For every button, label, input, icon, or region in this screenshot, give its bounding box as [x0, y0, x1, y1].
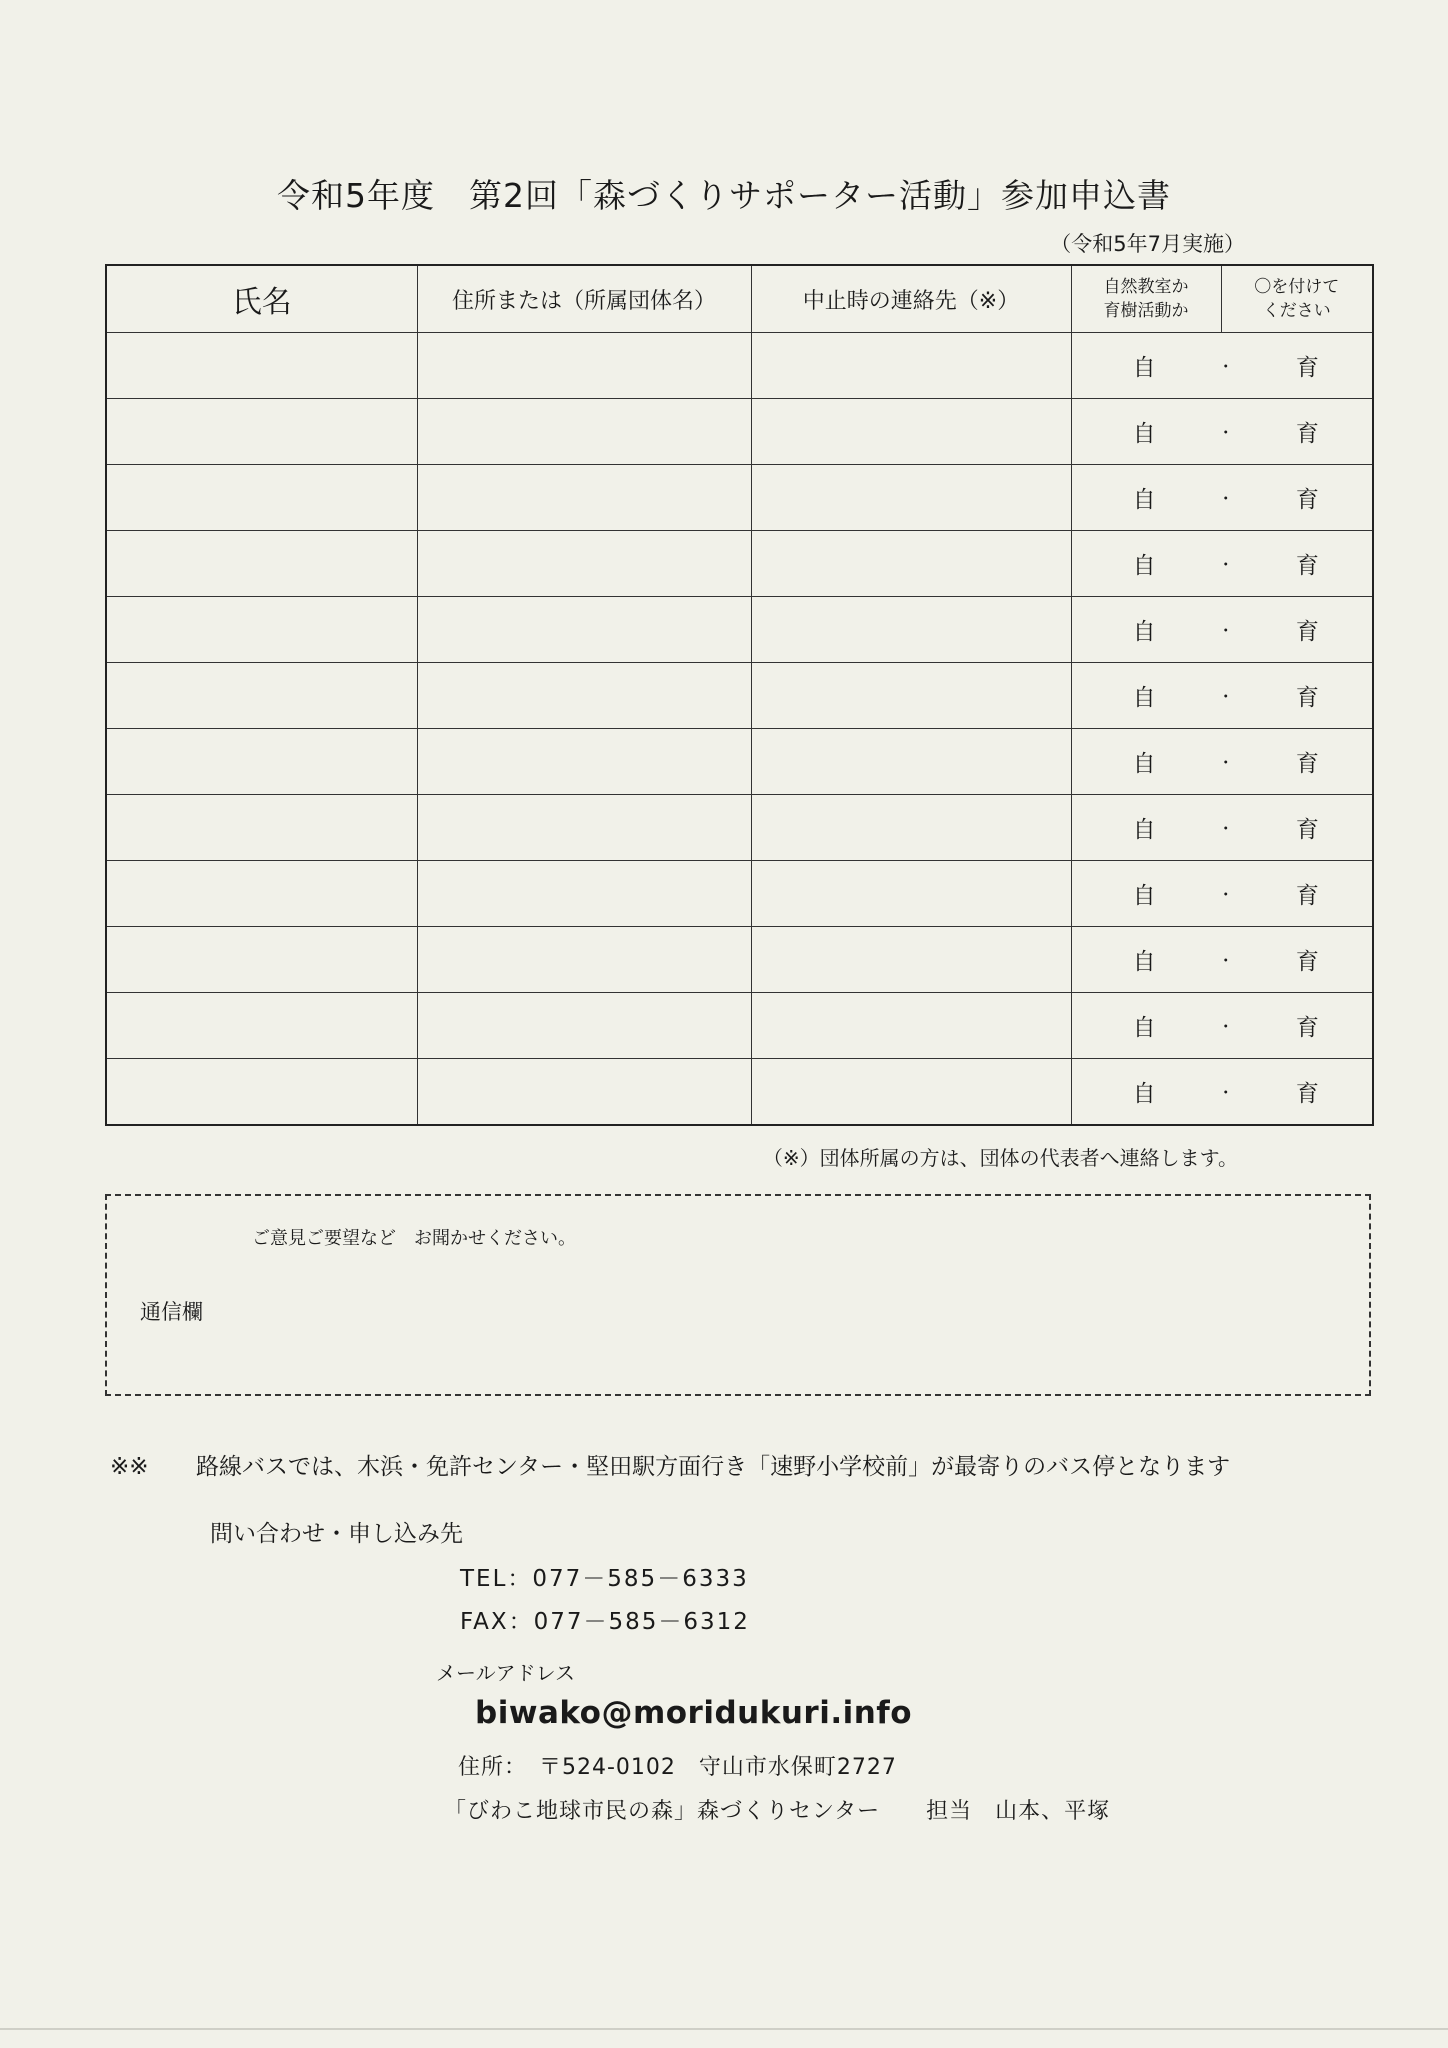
choice-separator: ・	[1217, 819, 1234, 838]
name-cell[interactable]	[106, 663, 417, 729]
contact-tel: TEL：077－585－6333	[460, 1566, 749, 1592]
table-row	[106, 531, 1373, 597]
activity-choice-cell[interactable]	[1071, 993, 1373, 1059]
address-cell[interactable]	[417, 795, 751, 861]
activity-choice	[1072, 415, 1373, 448]
activity-choice-cell[interactable]	[1071, 663, 1373, 729]
contact-center: 「びわこ地球市民の森」森づくりセンター 担当 山本、平塚	[444, 1799, 1111, 1824]
header-activity-line1: 自然教室か	[1103, 277, 1189, 297]
choice-tree-care: 育	[1295, 421, 1319, 447]
address-cell[interactable]	[417, 729, 751, 795]
address-cell[interactable]	[417, 993, 751, 1059]
contact-mail-label: メールアドレス	[436, 1661, 575, 1685]
choice-tree-care: 育	[1295, 553, 1319, 579]
address-cell[interactable]	[417, 861, 751, 927]
contact-cell[interactable]	[751, 531, 1071, 597]
address-cell[interactable]	[417, 333, 751, 399]
contact-cell[interactable]	[751, 465, 1071, 531]
address-cell[interactable]	[417, 597, 751, 663]
page-title: 令和5年度 第2回「森づくりサポーター活動」参加申込書	[277, 176, 1171, 215]
choice-separator: ・	[1217, 951, 1234, 970]
activity-choice	[1072, 613, 1373, 646]
contact-cell[interactable]	[751, 399, 1071, 465]
choice-nature-class: 自	[1132, 817, 1156, 843]
activity-choice	[1072, 1009, 1373, 1042]
comment-label: 通信欄	[140, 1300, 203, 1324]
address-cell[interactable]	[417, 1059, 751, 1126]
activity-choice-cell[interactable]	[1071, 465, 1373, 531]
header-activity-line2: 育樹活動か	[1103, 301, 1189, 321]
contact-cell[interactable]	[751, 927, 1071, 993]
application-table	[105, 264, 1374, 1126]
address-cell[interactable]	[417, 399, 751, 465]
contact-cell[interactable]	[751, 861, 1071, 927]
choice-tree-care: 育	[1295, 1015, 1319, 1041]
table-row	[106, 333, 1373, 399]
choice-nature-class: 自	[1132, 355, 1156, 381]
name-cell[interactable]	[106, 399, 417, 465]
choice-separator: ・	[1217, 621, 1234, 640]
address-cell[interactable]	[417, 531, 751, 597]
table-row	[106, 1059, 1373, 1126]
contact-cell[interactable]	[751, 1059, 1071, 1126]
name-cell[interactable]	[106, 993, 417, 1059]
choice-tree-care: 育	[1295, 1081, 1319, 1107]
header-name: 氏名	[106, 265, 417, 333]
header-mark	[1221, 265, 1373, 333]
choice-nature-class: 自	[1132, 685, 1156, 711]
activity-choice	[1072, 745, 1373, 778]
activity-choice-cell[interactable]	[1071, 795, 1373, 861]
choice-tree-care: 育	[1295, 751, 1319, 777]
choice-tree-care: 育	[1295, 619, 1319, 645]
table-row	[106, 729, 1373, 795]
activity-choice	[1072, 481, 1373, 514]
choice-tree-care: 育	[1295, 949, 1319, 975]
choice-tree-care: 育	[1295, 685, 1319, 711]
name-cell[interactable]	[106, 597, 417, 663]
contact-cell[interactable]	[751, 993, 1071, 1059]
page-subtitle: （令和5年7月実施）	[1050, 232, 1245, 256]
header-contact: 中止時の連絡先（※）	[751, 265, 1071, 333]
name-cell[interactable]	[106, 531, 417, 597]
choice-tree-care: 育	[1295, 883, 1319, 909]
comment-hint: ご意見ご要望など お聞かせください。	[252, 1228, 576, 1249]
choice-nature-class: 自	[1132, 883, 1156, 909]
table-row	[106, 663, 1373, 729]
contact-footnote: （※）団体所属の方は、団体の代表者へ連絡します。	[762, 1146, 1238, 1170]
table-row	[106, 597, 1373, 663]
activity-choice	[1072, 1075, 1373, 1108]
choice-separator: ・	[1217, 753, 1234, 772]
activity-choice	[1072, 547, 1373, 580]
choice-separator: ・	[1217, 489, 1234, 508]
activity-choice-cell[interactable]	[1071, 729, 1373, 795]
contact-fax: FAX：077－585－6312	[460, 1609, 750, 1635]
contact-cell[interactable]	[751, 795, 1071, 861]
choice-separator: ・	[1217, 357, 1234, 376]
choice-nature-class: 自	[1132, 487, 1156, 513]
name-cell[interactable]	[106, 927, 417, 993]
table-row	[106, 795, 1373, 861]
table-row	[106, 993, 1373, 1059]
table-row	[106, 927, 1373, 993]
name-cell[interactable]	[106, 1059, 417, 1126]
activity-choice-cell[interactable]	[1071, 399, 1373, 465]
contact-address: 住所： 〒524-0102 守山市水保町2727	[458, 1755, 897, 1780]
comment-box[interactable]	[105, 1194, 1371, 1396]
table-row	[106, 399, 1373, 465]
activity-choice	[1072, 349, 1373, 382]
activity-choice	[1072, 877, 1373, 910]
choice-nature-class: 自	[1132, 1081, 1156, 1107]
activity-choice-cell[interactable]	[1071, 333, 1373, 399]
header-activity	[1071, 265, 1221, 333]
contact-heading: 問い合わせ・申し込み先	[210, 1521, 463, 1547]
activity-choice-cell[interactable]	[1071, 1059, 1373, 1126]
address-cell[interactable]	[417, 927, 751, 993]
choice-separator: ・	[1217, 885, 1234, 904]
address-cell[interactable]	[417, 663, 751, 729]
choice-tree-care: 育	[1295, 487, 1319, 513]
table-header-row	[106, 265, 1373, 333]
header-address: 住所または（所属団体名）	[417, 265, 751, 333]
choice-nature-class: 自	[1132, 949, 1156, 975]
contact-cell[interactable]	[751, 663, 1071, 729]
activity-choice-cell[interactable]	[1071, 531, 1373, 597]
header-mark-line2: ください	[1262, 301, 1331, 321]
contact-mail: biwako@moridukuri.info	[475, 1695, 913, 1731]
choice-tree-care: 育	[1295, 355, 1319, 381]
header-mark-line1: 〇を付けて	[1254, 277, 1340, 297]
choice-separator: ・	[1217, 1083, 1234, 1102]
activity-choice-cell[interactable]	[1071, 927, 1373, 993]
choice-nature-class: 自	[1132, 619, 1156, 645]
table-row	[106, 861, 1373, 927]
table-row	[106, 465, 1373, 531]
choice-nature-class: 自	[1132, 421, 1156, 447]
choice-tree-care: 育	[1295, 817, 1319, 843]
choice-separator: ・	[1217, 687, 1234, 706]
scan-edge-line	[0, 2028, 1448, 2030]
choice-nature-class: 自	[1132, 751, 1156, 777]
choice-separator: ・	[1217, 423, 1234, 442]
name-cell[interactable]	[106, 333, 417, 399]
name-cell[interactable]	[106, 795, 417, 861]
choice-nature-class: 自	[1132, 553, 1156, 579]
name-cell[interactable]	[106, 861, 417, 927]
contact-cell[interactable]	[751, 597, 1071, 663]
contact-cell[interactable]	[751, 729, 1071, 795]
activity-choice-cell[interactable]	[1071, 597, 1373, 663]
address-cell[interactable]	[417, 465, 751, 531]
bus-note	[110, 1448, 1230, 1481]
choice-separator: ・	[1217, 1017, 1234, 1036]
name-cell[interactable]	[106, 465, 417, 531]
activity-choice	[1072, 943, 1373, 976]
choice-separator: ・	[1217, 555, 1234, 574]
activity-choice-cell[interactable]	[1071, 861, 1373, 927]
choice-nature-class: 自	[1132, 1015, 1156, 1041]
name-cell[interactable]	[106, 729, 417, 795]
activity-choice	[1072, 811, 1373, 844]
bus-note-text: 路線バスでは、木浜・免許センター・堅田駅方面行き「速野小学校前」が最寄りのバス停となります	[196, 1454, 1231, 1480]
activity-choice	[1072, 679, 1373, 712]
contact-cell[interactable]	[751, 333, 1071, 399]
bus-note-mark: ※※	[110, 1454, 149, 1480]
